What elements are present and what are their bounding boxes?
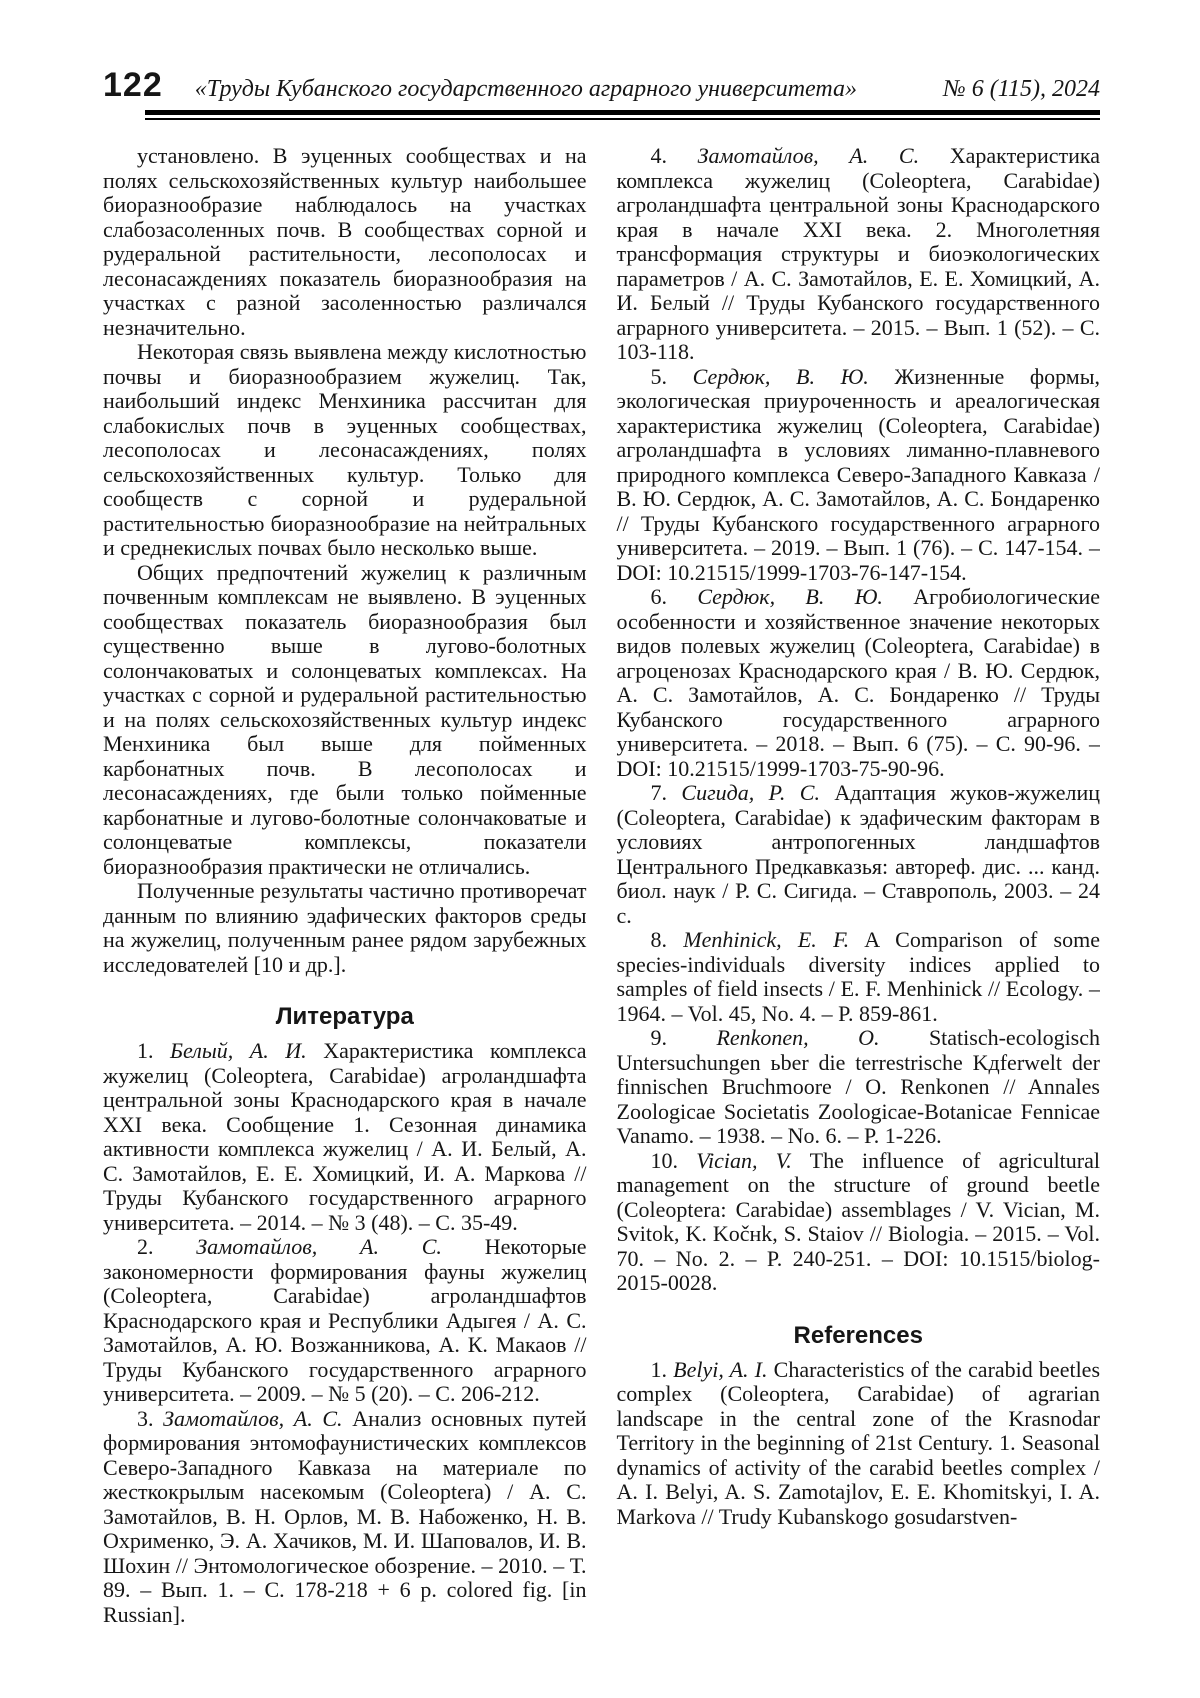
reference-item	[617, 781, 1101, 928]
reference-item	[617, 144, 1101, 365]
reference-number: 7.	[650, 780, 667, 805]
reference-number: 2.	[137, 1234, 154, 1259]
header-rule-thin-line	[145, 118, 1100, 120]
body-paragraph: Полученные результаты частично противоречат данным по влиянию эдафических факторов среды на жужелиц, полученным ранее рядом зарубежных исследователей [10 и др.].	[103, 878, 587, 977]
references-list	[617, 1358, 1101, 1530]
reference-authors: Renkonen, O.	[716, 1025, 880, 1050]
reference-item	[617, 1149, 1101, 1296]
reference-authors: Замотайлов, А. С.	[697, 144, 920, 168]
reference-authors: Сигида, Р. С.	[681, 780, 820, 805]
reference-authors: Белый, А. И.	[170, 1038, 307, 1063]
reference-number: 4.	[650, 144, 667, 168]
reference-number: 6.	[650, 584, 667, 609]
reference-item	[617, 1358, 1101, 1530]
reference-text: The influence of agricultural management on the structure of ground beetle (Coleoptera: Carabidae) assemblages / V. Vician, M. Svitok, K. Kočнk, S. Staiov // Biologia. – 2015. – Vol. 70. – No. 2. – P. 240-251. – DOI: 10.1515/biolog-2015-0028.	[616, 1147, 1100, 1295]
reference-text: Адаптация жуков-жужелиц (Coleoptera, Carabidae) к эдафическим факторам в условиях антропогенных ландшафтов Центрального Предкавказья: автореф. дис. ... канд. биол. наук / Р. С. Сигида. – Ставрополь, 2003. – 24 с.	[616, 780, 1100, 928]
journal-title: «Труды Кубанского государственного аграрного университета»	[194, 76, 858, 102]
reference-text: Некоторые закономерности формирования фауны жужелиц (Coleoptera, Carabidae) агроландшафтов Краснодарского края и Республики Адыгея / А. С. Замотайлов, А. Ю. Возжанникова, А. К. Макаов // Труды Кубанского государственного аграрного университета. – 2009. – № 5 (20). – С. 206-212.	[103, 1234, 587, 1406]
reference-number: 9.	[650, 1025, 667, 1050]
reference-text: Statisch-ecologisch Untersuchungen ьber die terrestrische Kдferwelt der finnischen Bruchmoore / O. Renkonen // Annales Zoologicae Societatis Zoologicae-Botanicae Fennicae Vanamo. – 1938. – No. 6. – P. 1-226.	[616, 1025, 1100, 1148]
reference-number: 5.	[650, 363, 667, 389]
reference-number: 3.	[137, 1405, 154, 1431]
references-heading: References	[793, 1321, 923, 1349]
page-number: 122	[103, 66, 163, 104]
reference-authors: Замотайлов, А. С.	[163, 1405, 343, 1431]
reference-number: 1.	[650, 1356, 667, 1382]
running-header	[103, 68, 1100, 103]
issue-number: № 6 (115), 2024	[943, 76, 1100, 102]
body-paragraph: установлено. В эуценных сообществах и на полях сельскохозяйственных культур наибольшее биоразнообразие наблюдалось на участках слабозасоленных почв. В сообществах сорной и рудеральной растительности, лесополосах и лесонасаждениях показатель биоразнообразия на участках с разной засоленностью различался незначительно.	[103, 144, 587, 340]
reference-item	[617, 928, 1101, 1026]
reference-text: Жизненные формы, экологическая приуроченность и ареалогическая характеристика жужелиц (Coleoptera, Carabidae) агроландшафта в условиях лиманно-плавневого природного комплекса Северо-Западного Кавказа / В. Ю. Сердюк, А. С. Замотайлов, А. С. Бондаренко // Труды Кубанского государственного аграрного университета. – 2019. – Вып. 1 (76). – С. 147-154. – DOI: 10.21515/1999-1703-76-147-154.	[616, 363, 1100, 585]
reference-authors: Vician, V.	[696, 1147, 792, 1173]
literature-heading: Литература	[275, 1003, 414, 1030]
reference-number: 8.	[650, 927, 667, 952]
reference-item	[103, 1039, 587, 1235]
reference-authors: Menhinick, E. F.	[683, 927, 850, 952]
reference-text: A Comparison of some species-individuals diversity indices applied to samples of field insects / E. F. Menhinick // Ecology. – 1964. – Vol. 45, No. 4. – P. 859-861.	[616, 927, 1100, 1026]
article-body	[103, 144, 1100, 1664]
header-rule-thick-line	[145, 110, 1100, 115]
body-paragraph: Некоторая связь выявлена между кислотностью почвы и биоразнообразием жужелиц. Так, наибольший индекс Менхиника рассчитан для слабокислых почв в эуценных сообществах, лесополосах и лесонасаждениях, полях сельскохозяйственных культур. Только для сообществ с сорной и рудеральной растительностью биоразнообразие на нейтральных и среднекислых почвах было несколько выше.	[103, 339, 587, 560]
reference-item	[103, 1407, 587, 1628]
header-rule	[145, 110, 1100, 120]
reference-item	[617, 365, 1101, 586]
reference-text: Characteristics of the carabid beetles complex (Coleoptera, Carabidae) of agrarian landscape in the central zone of the Krasnodar Territory in the beginning of 21st Century. 1. Seasonal dynamics of activity of the carabid beetles complex / A. I. Belyi, A. S. Zamotajlov, E. E. Khomitskyi, I. A. Markova // Trudy Kubanskogo gosudarstven-	[616, 1356, 1100, 1529]
reference-authors: Belyi, A. I.	[673, 1356, 768, 1382]
reference-item	[103, 1235, 587, 1407]
reference-text: Агробиологические особенности и хозяйственное значение некоторых видов полевых жужелиц (Coleoptera, Carabidae) в агроценозах Краснодарского края / В. Ю. Сердюк, А. С. Замотайлов, А. С. Бондаренко // Труды Кубанского государственного аграрного университета. – 2018. – Вып. 6 (75). – С. 90-96. – DOI: 10.21515/1999-1703-75-90-96.	[616, 584, 1100, 781]
reference-text: Характеристика комплекса жужелиц (Coleoptera, Carabidae) агроландшафта центральной зоны Краснодарского края в начале XXI века. 2. Многолетняя трансформация структуры и биоэкологических параметров / А. С. Замотайлов, Е. Е. Хомицкий, А. И. Белый // Труды Кубанского государственного аграрного университета. – 2015. – Вып. 1 (52). – С. 103-118.	[616, 144, 1100, 364]
reference-text: Анализ основных путей формирования энтомофаунистических комплексов Северо-Западного Кавказа на материале по жесткокрылым насекомым (Coleoptera) / А. С. Замотайлов, В. Н. Орлов, М. В. Набоженко, Н. В. Охрименко, Э. А. Хачиков, М. И. Шаповалов, И. В. Шохин // Энтомологическое обозрение. – 2010. – Т. 89. – Вып. 1. – С. 178-218 + 6 p. colored fig. [in Russian].	[103, 1405, 587, 1627]
reference-authors: Замотайлов, А. С.	[196, 1234, 442, 1259]
reference-number: 10.	[650, 1147, 678, 1173]
reference-number: 1.	[137, 1038, 154, 1063]
body-paragraph: Общих предпочтений жужелиц к различным почвенным комплексам не выявлено. В эуценных сообществах показатель биоразнообразия был существенно выше в лугово-болотных солончаковатых и солонцеватых комплексах. На участках с сорной и рудеральной растительностью и на полях сельскохозяйственных культур индекс Менхиника был выше для пойменных карбонатных почв. В лесополосах и лесонасаждениях, где были только пойменные карбонатные и лугово-болотные солончаковатые и солонцеватые комплексы, показатели биоразнообразия практически не отличались.	[103, 559, 587, 879]
reference-authors: Сердюк, В. Ю.	[697, 584, 883, 609]
reference-item	[617, 585, 1101, 781]
reference-text: Характеристика комплекса жужелиц (Coleoptera, Carabidae) агроландшафта центральной зоны Краснодарского края в начале XXI века. Сообщение 1. Сезонная динамика активности комплекса жужелиц / А. И. Белый, А. С. Замотайлов, Е. Е. Хомицкий, И. А. Маркова // Труды Кубанского государственного аграрного университета. – 2014. – № 3 (48). – С. 35-49.	[103, 1038, 587, 1235]
reference-authors: Сердюк, В. Ю.	[692, 363, 869, 389]
reference-item	[617, 1026, 1101, 1149]
